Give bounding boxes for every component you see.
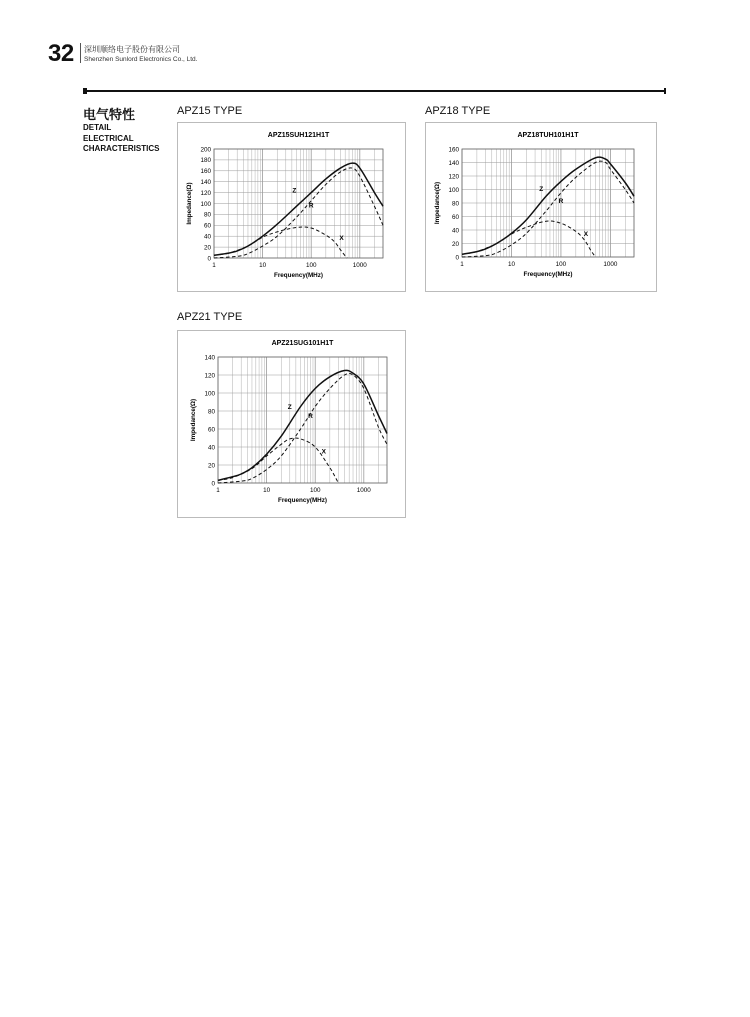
section-rule: [83, 90, 666, 92]
series-label: R: [558, 198, 564, 205]
y-tick-label: 60: [207, 426, 215, 434]
chart-title: APZ18TUH101H1T: [517, 132, 579, 139]
x-tick-label: 10: [507, 261, 515, 268]
y-tick-label: 20: [203, 244, 211, 252]
y-tick-label: 200: [200, 146, 211, 154]
apz18-type-label: APZ18 TYPE: [425, 105, 491, 117]
chart-title: APZ15SUH121H1T: [267, 132, 330, 139]
y-tick-label: 40: [207, 444, 215, 452]
series-label: X: [339, 235, 344, 243]
series-label: Z: [539, 185, 544, 193]
series-label: Z: [292, 187, 297, 195]
y-tick-label: 80: [207, 408, 215, 416]
chart-apz15-svg: [178, 123, 407, 293]
chart-title: APZ21SUG101H1T: [271, 340, 334, 347]
y-tick-label: 120: [204, 372, 215, 380]
y-tick-label: 60: [451, 213, 459, 221]
apz15-type-label: APZ15 TYPE: [177, 105, 243, 117]
y-tick-label: 120: [200, 189, 211, 197]
x-tick-label: 10: [259, 262, 267, 269]
x-tick-label: 100: [555, 261, 567, 268]
y-tick-label: 100: [204, 390, 215, 398]
y-axis-label: Impedance(Ω): [190, 398, 197, 442]
y-tick-label: 0: [455, 254, 459, 262]
page-number: 32: [48, 40, 74, 67]
y-tick-label: 100: [200, 200, 211, 208]
x-tick-label: 1: [216, 487, 220, 494]
y-tick-label: 60: [203, 222, 211, 230]
chart-apz18-svg: [426, 123, 658, 293]
x-tick-label: 1000: [356, 487, 371, 494]
y-tick-label: 160: [200, 168, 211, 176]
x-tick-label: 1: [212, 262, 216, 269]
x-tick-label: 1000: [603, 261, 618, 268]
y-tick-label: 140: [204, 354, 215, 362]
series-label: X: [583, 231, 589, 239]
y-tick-label: 20: [451, 240, 459, 248]
series-label: Z: [287, 404, 292, 412]
x-axis-label: Frequency(MHz): [523, 271, 573, 278]
chart-apz21-svg: [178, 331, 407, 519]
y-tick-label: 140: [448, 159, 459, 167]
x-tick-label: 100: [305, 262, 317, 269]
section-title-line: DETAIL: [83, 123, 112, 132]
y-tick-label: 140: [200, 179, 211, 186]
chart-apz18: [425, 122, 657, 292]
rule-right-cap: [664, 88, 666, 94]
x-tick-label: 100: [309, 487, 321, 494]
section-title-line: CHARACTERISTICS: [83, 144, 160, 153]
x-tick-label: 1: [460, 261, 464, 268]
section-title-cn: 电气特性: [83, 108, 136, 123]
y-tick-label: 0: [211, 480, 215, 488]
y-tick-label: 40: [203, 233, 211, 241]
y-axis-label: Impedance(Ω): [186, 182, 193, 225]
apz21-type-label: APZ21 TYPE: [177, 311, 243, 323]
y-tick-label: 180: [200, 157, 211, 165]
y-tick-label: 80: [203, 211, 211, 219]
series-label: R: [308, 202, 314, 210]
x-axis-label: Frequency(MHz): [274, 272, 323, 279]
series-x-line: [214, 227, 347, 258]
company-name-cn: 深圳顺络电子股份有限公司: [84, 45, 180, 54]
chart-apz15: [177, 122, 406, 292]
section-title-en: [83, 123, 173, 155]
x-axis-label: Frequency(MHz): [278, 497, 327, 504]
y-tick-label: 80: [451, 200, 459, 208]
x-tick-label: 10: [263, 487, 271, 494]
section-title-line: ELECTRICAL: [83, 133, 134, 143]
series-label: X: [321, 448, 326, 456]
y-tick-label: 40: [451, 227, 459, 235]
series-x-line: [218, 438, 338, 483]
y-tick-label: 0: [207, 255, 211, 263]
x-tick-label: 1000: [352, 262, 367, 269]
chart-apz21: [177, 330, 406, 518]
series-x-line: [462, 221, 596, 257]
series-label: R: [308, 413, 313, 421]
company-name-en: Shenzhen Sunlord Electronics Co., Ltd.: [84, 56, 198, 63]
y-tick-label: 120: [448, 173, 459, 181]
y-tick-label: 20: [207, 462, 215, 470]
header-divider: [80, 43, 81, 63]
y-axis-label: Impedance(Ω): [434, 181, 441, 225]
y-tick-label: 100: [448, 186, 459, 194]
y-tick-label: 160: [448, 146, 459, 154]
